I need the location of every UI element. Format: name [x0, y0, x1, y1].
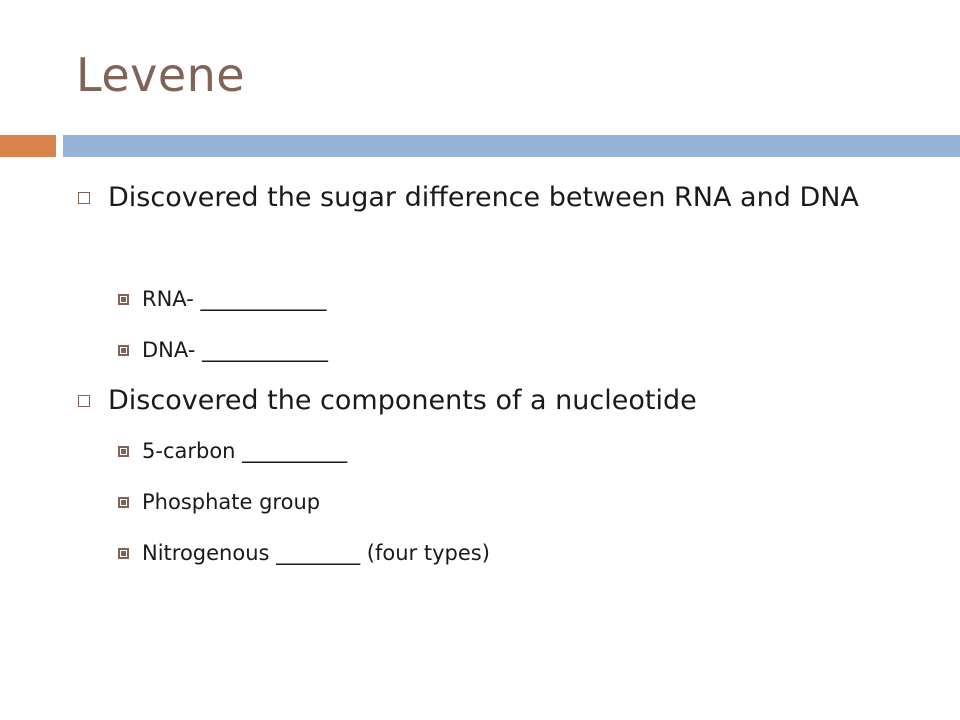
bullet-item-1	[108, 177, 898, 218]
filled-square-bullet-icon	[118, 446, 129, 457]
sub-bullet-item	[142, 488, 320, 516]
filled-square-bullet-icon	[118, 294, 129, 305]
title-accent-bar-orange	[0, 135, 56, 157]
bullet-text: Discovered the components of a nucleotide	[108, 385, 697, 416]
bullet-text: Discovered the sugar difference between RNA and DNA	[108, 182, 859, 213]
sub-bullet-text: Nitrogenous ________ (four types)	[142, 541, 490, 565]
sub-bullet-item	[142, 285, 326, 313]
filled-square-bullet-icon	[118, 345, 129, 356]
sub-bullet-text: Phosphate group	[142, 490, 321, 514]
title-accent-bar-blue	[63, 135, 960, 157]
filled-square-bullet-icon	[118, 548, 129, 559]
hollow-square-bullet-icon	[78, 395, 90, 407]
slide-title: Levene	[76, 48, 246, 102]
sub-bullet-text: DNA- ____________	[142, 338, 329, 362]
sub-bullet-item	[142, 539, 490, 567]
sub-bullet-item	[142, 336, 328, 364]
sub-bullet-item	[142, 437, 347, 465]
sub-bullet-text: 5-carbon __________	[142, 439, 348, 463]
hollow-square-bullet-icon	[78, 192, 90, 204]
sub-bullet-text: RNA- ____________	[142, 287, 327, 311]
bullet-item-2	[108, 380, 898, 421]
filled-square-bullet-icon	[118, 497, 129, 508]
